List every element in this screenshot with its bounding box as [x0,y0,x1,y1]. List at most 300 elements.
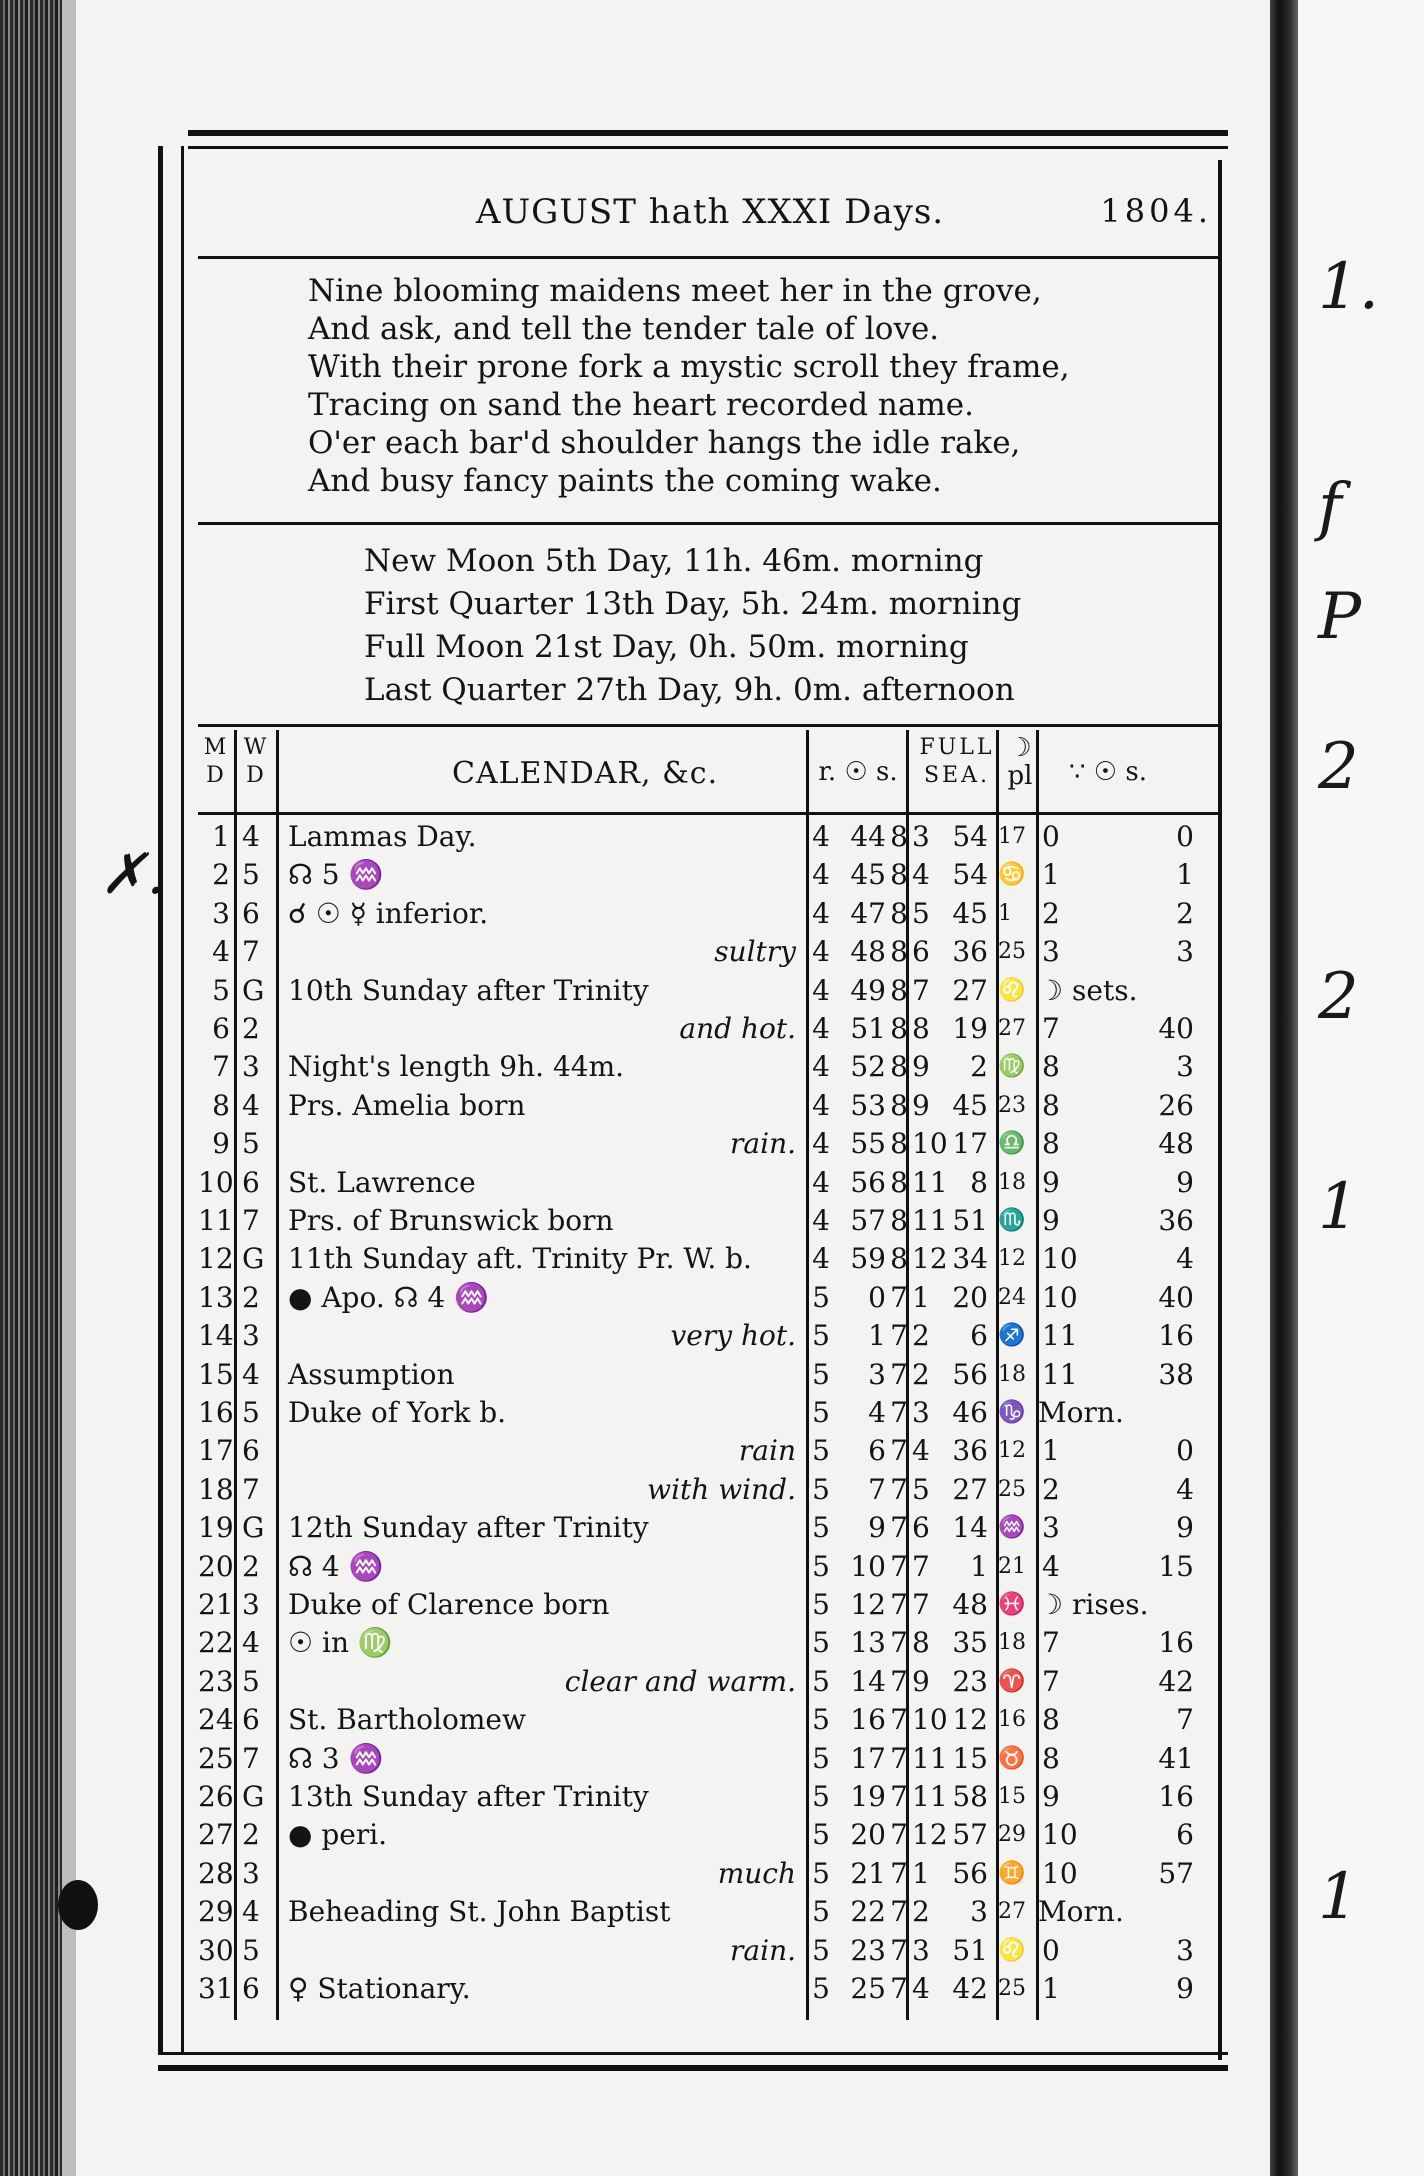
col-header-wd: W D [243,735,267,788]
cell-mh: 0 [1042,820,1060,853]
cell-sh: 8 [890,1204,908,1237]
cell-sh: 8 [890,896,908,930]
cell-event: 12th Sunday after Trinity [288,1511,649,1545]
cell-fh: 11 [912,1204,948,1237]
cell-event: St. Lawrence [288,1165,476,1199]
cell-rh: 5 [812,1280,830,1314]
cell-mp: ♋ [998,862,1026,888]
cell-rm: 59 [850,1242,886,1276]
table-row [198,1471,1222,1509]
cell-md: 30 [198,1933,234,1967]
cell-event: ● Apo. ☊ 4 ♒ [288,1280,489,1314]
cell-sh: 7 [890,1972,908,2005]
cell-mwide: Morn. [1038,1895,1124,1929]
cell-wd: 4 [242,1088,260,1122]
cell-wd: 3 [242,1856,260,1890]
cell-mm: 9 [1176,1511,1194,1545]
book-edge-shadow [62,0,76,2176]
cell-md: 21 [198,1588,234,1621]
col-header-moon-place: ☽ pl [1007,733,1033,791]
cell-fh: 9 [912,1050,930,1084]
cell-mm: 15 [1158,1549,1194,1583]
table-row [198,1701,1222,1739]
cell-mh: 10 [1042,1856,1078,1890]
cell-fm: 51 [952,1933,988,1967]
cell-rh: 5 [812,1588,830,1621]
cell-mm: 16 [1158,1626,1194,1660]
cell-mm: 57 [1158,1856,1194,1890]
cell-md: 4 [212,935,230,969]
table-row [198,1087,1222,1125]
facing-page [1298,0,1424,2176]
cell-sh: 8 [890,973,908,1007]
cell-mp: 16 [998,1707,1026,1733]
cell-wd: 3 [242,1050,260,1084]
cell-md: 14 [198,1319,234,1353]
cell-mh: 10 [1042,1818,1078,1852]
cell-rh: 5 [812,1511,830,1545]
moon-phase: Full Moon 21st Day, 0h. 50m. morning [364,629,969,665]
cell-event: 10th Sunday after Trinity [288,973,649,1007]
cell-wd: G [242,1242,265,1276]
cell-mh: 1 [1042,858,1060,892]
cell-rh: 5 [812,1472,830,1506]
cell-rh: 5 [812,1549,830,1583]
page-header [198,160,1222,248]
cell-mh: 9 [1042,1204,1060,1237]
cell-fh: 3 [912,1396,930,1429]
cell-rh: 5 [812,1818,830,1852]
table-row [198,1663,1222,1701]
cell-sh: 7 [890,1780,908,1813]
cell-mp: 17 [998,824,1026,849]
cell-rm: 13 [850,1626,886,1660]
cell-mh: 1 [1042,1972,1060,2005]
cell-mm: 16 [1158,1319,1194,1353]
cell-rh: 5 [812,1856,830,1890]
cell-rh: 5 [812,1434,830,1468]
cell-mh: 2 [1042,896,1060,930]
cell-fm: 56 [952,1357,988,1391]
cell-weather: sultry [714,935,796,969]
table-row [198,895,1222,933]
divider [198,724,1222,727]
cell-wd: 4 [242,1895,260,1929]
table-row [198,1240,1222,1278]
cell-rh: 5 [812,1741,830,1775]
cell-mm: 3 [1176,1050,1194,1084]
cell-weather: with wind. [647,1472,796,1506]
cell-event: ● peri. [288,1818,388,1852]
verse-line: Nine blooming maidens meet her in the grove, [308,273,1042,309]
table-row [198,1586,1222,1624]
cell-rm: 10 [850,1549,886,1583]
cell-mp: 12 [998,1438,1026,1464]
cell-rm: 23 [850,1933,886,1967]
cell-rh: 4 [812,1050,830,1084]
cell-rm: 55 [850,1127,886,1161]
cell-wd: 3 [242,1588,260,1621]
cell-md: 11 [198,1204,234,1237]
cell-event: ☊ 4 ♒ [288,1549,384,1583]
cell-rh: 5 [812,1895,830,1929]
table-row [198,1778,1222,1816]
table-row [198,1624,1222,1662]
facing-page-mark: 1 [1318,1170,1359,1244]
cell-sh: 8 [890,858,908,892]
cell-mh: 8 [1042,1050,1060,1084]
cell-sh: 8 [890,1088,908,1122]
cell-mh: 7 [1042,1664,1060,1698]
facing-page-mark: 2 [1318,730,1359,804]
cell-fm: 3 [970,1895,988,1929]
cell-fh: 1 [912,1280,930,1314]
cell-rh: 5 [812,1780,830,1813]
cell-wd: 4 [242,820,260,853]
cell-fh: 4 [912,1434,930,1468]
cell-md: 24 [198,1703,234,1737]
cell-fm: 2 [970,1050,988,1084]
cell-mm: 2 [1176,896,1194,930]
cell-mm: 41 [1158,1741,1194,1775]
cell-wd: 6 [242,1165,260,1199]
cell-wd: 2 [242,1818,260,1852]
cell-rh: 5 [812,1933,830,1967]
cell-md: 28 [198,1856,234,1890]
cell-rm: 45 [850,858,886,892]
cell-fh: 6 [912,935,930,969]
cell-mwide: ☽ rises. [1038,1588,1149,1621]
cell-event: Prs. Amelia born [288,1088,526,1122]
cell-md: 22 [198,1626,234,1660]
cell-mp: ♍ [998,1054,1026,1080]
cell-sh: 7 [890,1396,908,1429]
cell-rh: 5 [812,1357,830,1391]
cell-weather: rain. [730,1127,796,1161]
moon-phases [364,540,1021,712]
cell-mm: 40 [1158,1280,1194,1314]
moon-phase: New Moon 5th Day, 11h. 46m. morning [364,543,984,579]
cell-fh: 5 [912,1472,930,1506]
cell-mp: 27 [998,1016,1026,1041]
cell-rm: 1 [868,1319,886,1353]
cell-weather: clear and warm. [564,1664,796,1698]
cell-md: 31 [198,1972,234,2005]
cell-sh: 7 [890,1856,908,1890]
cell-sh: 8 [890,1127,908,1161]
cell-rm: 21 [850,1856,886,1890]
table-row [198,1816,1222,1854]
cell-mp: 24 [998,1284,1026,1310]
cell-md: 17 [198,1434,234,1468]
cell-wd: 5 [242,1933,260,1967]
page-title: AUGUST hath XXXI Days. [475,192,945,232]
cell-fh: 11 [912,1780,948,1813]
cell-fm: 8 [970,1165,988,1199]
cell-md: 3 [212,896,230,930]
table-row [198,1048,1222,1086]
cell-fh: 10 [912,1703,948,1737]
cell-md: 12 [198,1242,234,1276]
cell-wd: 3 [242,1319,260,1353]
cell-mp: ♑ [998,1400,1026,1425]
cell-event: ☉ in ♍ [288,1626,393,1660]
table-row [198,1356,1222,1394]
cell-fh: 10 [912,1127,948,1161]
cell-fm: 19 [952,1012,988,1045]
cell-wd: G [242,1780,265,1813]
cell-mp: 15 [998,1784,1026,1809]
cell-md: 16 [198,1396,234,1429]
cell-fh: 4 [912,1972,930,2005]
table-row [198,1432,1222,1470]
cell-rh: 5 [812,1396,830,1429]
cell-mh: 10 [1042,1242,1078,1276]
cell-wd: 7 [242,935,260,969]
cell-event: St. Bartholomew [288,1703,526,1737]
cell-wd: 6 [242,1703,260,1737]
cell-mm: 1 [1176,858,1194,892]
cell-fh: 2 [912,1357,930,1391]
cell-mp: 23 [998,1092,1026,1118]
cell-fm: 56 [952,1856,988,1890]
cell-sh: 7 [890,1741,908,1775]
cell-mm: 26 [1158,1088,1194,1122]
cell-event: Prs. of Brunswick born [288,1204,614,1237]
moon-phase: First Quarter 13th Day, 5h. 24m. morning [364,586,1022,622]
cell-rh: 5 [812,1626,830,1660]
cell-mp: ♏ [998,1208,1026,1233]
cell-sh: 7 [890,1472,908,1506]
cell-mp: ♈ [998,1668,1026,1694]
cell-rm: 51 [850,1012,886,1045]
cell-rm: 4 [868,1396,886,1429]
cell-mh: 3 [1042,935,1060,969]
cell-fm: 27 [952,1472,988,1506]
cell-weather: and hot. [679,1012,796,1045]
cell-md: 6 [212,1012,230,1045]
cell-wd: G [242,1511,265,1545]
cell-fh: 11 [912,1165,948,1199]
cell-mm: 38 [1158,1357,1194,1391]
cell-wd: 7 [242,1204,260,1237]
cell-wd: 5 [242,1664,260,1698]
cell-weather: much [717,1856,796,1890]
table-row [198,972,1222,1010]
cell-sh: 8 [890,1050,908,1084]
verse-line: Tracing on sand the heart recorded name. [308,387,974,423]
cell-fm: 36 [952,935,988,969]
cell-event: 13th Sunday after Trinity [288,1780,649,1813]
cell-fm: 6 [970,1319,988,1353]
divider [198,522,1222,525]
cell-mm: 36 [1158,1204,1194,1237]
cell-fm: 17 [952,1127,988,1161]
cell-mp: ♌ [998,1937,1026,1963]
cell-mp: 21 [998,1553,1026,1579]
cell-mwide: ☽ sets. [1038,973,1138,1007]
cell-fh: 8 [912,1626,930,1660]
verse-line: O'er each bar'd shoulder hangs the idle rake, [308,425,1021,461]
cell-rm: 17 [850,1741,886,1775]
cell-md: 25 [198,1741,234,1775]
cell-mp: ♐ [998,1323,1026,1349]
cell-fh: 2 [912,1319,930,1353]
cell-mh: 7 [1042,1012,1060,1045]
cell-event: Beheading St. John Baptist [288,1895,671,1929]
cell-fm: 45 [952,896,988,930]
cell-rm: 52 [850,1050,886,1084]
table-row [198,1740,1222,1778]
cell-md: 9 [212,1127,230,1161]
cell-rm: 53 [850,1088,886,1122]
table-row [198,1202,1222,1240]
header-rule [198,812,1222,815]
cell-mm: 3 [1176,935,1194,969]
cell-mm: 4 [1176,1472,1194,1506]
cell-sh: 7 [890,1588,908,1621]
cell-mp: ♓ [998,1592,1026,1617]
cell-wd: 2 [242,1280,260,1314]
cell-sh: 7 [890,1895,908,1929]
table-row [198,1125,1222,1163]
cell-wd: 5 [242,858,260,892]
cell-fm: 20 [952,1280,988,1314]
cell-rm: 57 [850,1204,886,1237]
cell-fm: 15 [952,1741,988,1775]
cell-sh: 8 [890,1242,908,1276]
table-row [198,1010,1222,1048]
cell-fh: 1 [912,1856,930,1890]
cell-mh: 11 [1042,1357,1078,1391]
cell-event: Assumption [288,1357,455,1391]
table-row [198,933,1222,971]
cell-fh: 7 [912,973,930,1007]
cell-mm: 9 [1176,1165,1194,1199]
cell-sh: 7 [890,1626,908,1660]
cell-fm: 42 [952,1972,988,2005]
cell-rm: 9 [868,1511,886,1545]
cell-fm: 46 [952,1396,988,1429]
cell-wd: 5 [242,1127,260,1161]
cell-wd: 6 [242,896,260,930]
cell-mm: 4 [1176,1242,1194,1276]
verse [308,272,1070,500]
cell-event: Duke of York b. [288,1396,507,1429]
cell-rm: 0 [868,1280,886,1314]
cell-fm: 34 [952,1242,988,1276]
cell-sh: 7 [890,1434,908,1468]
cell-mm: 40 [1158,1012,1194,1045]
table-row [198,1932,1222,1970]
cell-fh: 7 [912,1588,930,1621]
cell-mp: ♒ [998,1515,1026,1541]
cell-sh: 8 [890,1165,908,1199]
ink-smudge [58,1880,98,1930]
cell-rh: 4 [812,1242,830,1276]
facing-page-mark: f [1318,470,1342,544]
cell-mh: 8 [1042,1703,1060,1737]
cell-md: 15 [198,1357,234,1391]
cell-mh: 1 [1042,1434,1060,1468]
cell-event: ☊ 5 ♒ [288,858,384,892]
cell-fh: 6 [912,1511,930,1545]
cell-md: 29 [198,1895,234,1929]
cell-mh: 3 [1042,1511,1060,1545]
cell-md: 20 [198,1549,234,1583]
content-box [198,160,1222,2060]
cell-rh: 4 [812,1012,830,1045]
cell-fm: 54 [952,858,988,892]
cell-rh: 5 [812,1664,830,1698]
cell-rm: 25 [850,1972,886,2005]
cell-sh: 7 [890,1511,908,1545]
cell-mm: 9 [1176,1972,1194,2005]
table-row [198,1317,1222,1355]
cell-mh: 8 [1042,1088,1060,1122]
cell-wd: 6 [242,1972,260,2005]
top-rule [188,130,1228,149]
divider [198,256,1222,259]
cell-mh: 0 [1042,1933,1060,1967]
table-row [198,1548,1222,1586]
cell-mp: 18 [998,1169,1026,1195]
cell-fm: 35 [952,1626,988,1660]
margin-note: ✗. [100,842,165,907]
cell-mh: 9 [1042,1780,1060,1813]
moon-phase: Last Quarter 27th Day, 9h. 0m. afternoon [364,672,1015,708]
cell-mp: 18 [998,1361,1026,1387]
cell-mm: 6 [1176,1818,1194,1852]
cell-fh: 12 [912,1242,948,1276]
cell-fh: 9 [912,1088,930,1122]
cell-rm: 3 [868,1357,886,1391]
cell-fm: 45 [952,1088,988,1122]
cell-fh: 11 [912,1741,948,1775]
table-row [198,856,1222,894]
cell-mh: 8 [1042,1127,1060,1161]
cell-md: 7 [212,1050,230,1084]
cell-mp: 12 [998,1246,1026,1272]
page-year: 1804. [1100,192,1212,230]
cell-rh: 5 [812,1319,830,1353]
cell-mp: 25 [998,1976,1026,2001]
cell-wd: 2 [242,1012,260,1045]
cell-sh: 7 [890,1933,908,1967]
book-edge [0,0,62,2176]
cell-event: 11th Sunday aft. Trinity Pr. W. b. [288,1242,752,1276]
cell-mm: 3 [1176,1933,1194,1967]
cell-rh: 4 [812,935,830,969]
cell-md: 26 [198,1780,234,1813]
cell-rm: 47 [850,896,886,930]
cell-md: 2 [212,858,230,892]
facing-page-mark: 1 [1318,1860,1359,1934]
cell-mm: 16 [1158,1780,1194,1813]
cell-rh: 4 [812,1088,830,1122]
cell-fh: 4 [912,858,930,892]
cell-rh: 4 [812,858,830,892]
cell-event: ♀ Stationary. [288,1972,471,2005]
cell-rh: 4 [812,1165,830,1199]
cell-mp: 1 [998,900,1012,926]
cell-event: Night's length 9h. 44m. [288,1050,625,1084]
cell-rh: 4 [812,820,830,853]
cell-wd: G [242,973,265,1007]
cell-rm: 20 [850,1818,886,1852]
cell-sh: 8 [890,935,908,969]
book-gutter [1270,0,1298,2176]
